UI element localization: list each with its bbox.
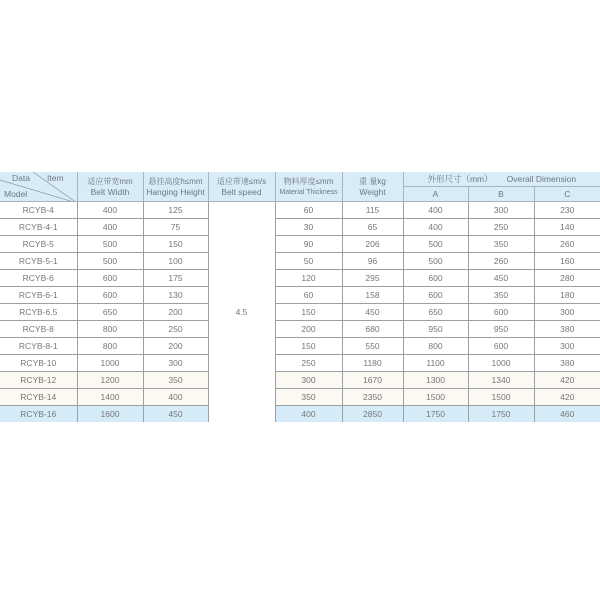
cell-b: 1500: [468, 389, 534, 406]
cell-model: RCYB-6-1: [0, 287, 77, 304]
cell-model: RCYB-5-1: [0, 253, 77, 270]
cell-weight: 295: [342, 270, 403, 287]
cell-model: RCYB-14: [0, 389, 77, 406]
table-row: [0, 253, 600, 270]
header-material-thickness: 物料厚度≤mm Material Thickness: [275, 172, 342, 202]
cell-a: 1500: [403, 389, 468, 406]
cell-belt-width: 400: [77, 219, 143, 236]
table-row: [0, 236, 600, 253]
cell-weight: 158: [342, 287, 403, 304]
cell-belt-width: 1200: [77, 372, 143, 389]
cell-belt-width: 500: [77, 236, 143, 253]
cell-belt-width: 600: [77, 270, 143, 287]
cell-weight: 115: [342, 202, 403, 219]
cell-a: 500: [403, 236, 468, 253]
cell-c: 160: [534, 253, 600, 270]
cell-belt-width: 800: [77, 321, 143, 338]
cell-a: 1300: [403, 372, 468, 389]
cell-weight: 1180: [342, 355, 403, 372]
table-row: [0, 389, 600, 406]
cell-weight: 450: [342, 304, 403, 321]
table-row: [0, 338, 600, 355]
header-belt-speed: 适应带速≤m/s Belt speed: [208, 172, 275, 202]
header-dim-b: B: [468, 187, 534, 202]
cell-hanging-height: 200: [143, 304, 208, 321]
cell-c: 180: [534, 287, 600, 304]
corner-model-label: Model: [4, 189, 28, 199]
cell-material-thickness: 90: [275, 236, 342, 253]
table-row: [0, 355, 600, 372]
table-row: [0, 287, 600, 304]
cell-material-thickness: 200: [275, 321, 342, 338]
cell-hanging-height: 75: [143, 219, 208, 236]
cell-hanging-height: 300: [143, 355, 208, 372]
header-weight: 重 量kg Weight: [342, 172, 403, 202]
cell-weight: 680: [342, 321, 403, 338]
cell-a: 400: [403, 219, 468, 236]
cell-c: 140: [534, 219, 600, 236]
cell-material-thickness: 250: [275, 355, 342, 372]
cell-belt-width: 1400: [77, 389, 143, 406]
header-dim-c: C: [534, 187, 600, 202]
cell-b: 450: [468, 270, 534, 287]
cell-hanging-height: 125: [143, 202, 208, 219]
cell-material-thickness: 350: [275, 389, 342, 406]
cell-b: 260: [468, 253, 534, 270]
table-row: [0, 321, 600, 338]
cell-belt-width: 1000: [77, 355, 143, 372]
cell-belt-speed: 4.5: [208, 202, 275, 423]
cell-weight: 550: [342, 338, 403, 355]
cell-c: 380: [534, 321, 600, 338]
cell-belt-width: 650: [77, 304, 143, 321]
cell-c: 460: [534, 406, 600, 423]
cell-b: 350: [468, 236, 534, 253]
cell-model: RCYB-8-1: [0, 338, 77, 355]
cell-material-thickness: 30: [275, 219, 342, 236]
cell-material-thickness: 400: [275, 406, 342, 423]
cell-material-thickness: 150: [275, 304, 342, 321]
cell-a: 1750: [403, 406, 468, 423]
spec-table-body: [0, 202, 600, 423]
cell-material-thickness: 120: [275, 270, 342, 287]
cell-hanging-height: 250: [143, 321, 208, 338]
header-hanging-height: 悬挂高度h≤mm Hanging Height: [143, 172, 208, 202]
cell-belt-width: 500: [77, 253, 143, 270]
cell-b: 1340: [468, 372, 534, 389]
cell-model: RCYB-6: [0, 270, 77, 287]
spec-table: [0, 172, 600, 422]
cell-c: 300: [534, 304, 600, 321]
cell-hanging-height: 130: [143, 287, 208, 304]
table-row: [0, 372, 600, 389]
cell-a: 800: [403, 338, 468, 355]
corner-header: [0, 172, 77, 202]
cell-material-thickness: 60: [275, 202, 342, 219]
cell-weight: 1670: [342, 372, 403, 389]
cell-hanging-height: 150: [143, 236, 208, 253]
cell-b: 1750: [468, 406, 534, 423]
cell-b: 350: [468, 287, 534, 304]
cell-model: RCYB-10: [0, 355, 77, 372]
table-row: [0, 270, 600, 287]
cell-c: 280: [534, 270, 600, 287]
cell-belt-width: 1600: [77, 406, 143, 423]
cell-c: 380: [534, 355, 600, 372]
cell-material-thickness: 150: [275, 338, 342, 355]
cell-c: 300: [534, 338, 600, 355]
cell-belt-width: 400: [77, 202, 143, 219]
cell-model: RCYB-4-1: [0, 219, 77, 236]
cell-weight: 2850: [342, 406, 403, 423]
cell-b: 1000: [468, 355, 534, 372]
cell-hanging-height: 100: [143, 253, 208, 270]
table-row: [0, 304, 600, 321]
corner-item-label: Item: [47, 173, 64, 183]
cell-material-thickness: 300: [275, 372, 342, 389]
cell-hanging-height: 450: [143, 406, 208, 423]
cell-model: RCYB-4: [0, 202, 77, 219]
table-row: [0, 406, 600, 423]
cell-a: 600: [403, 287, 468, 304]
cell-hanging-height: 175: [143, 270, 208, 287]
cell-hanging-height: 400: [143, 389, 208, 406]
cell-model: RCYB-12: [0, 372, 77, 389]
cell-weight: 2350: [342, 389, 403, 406]
cell-hanging-height: 200: [143, 338, 208, 355]
cell-model: RCYB-5: [0, 236, 77, 253]
cell-weight: 65: [342, 219, 403, 236]
cell-b: 600: [468, 338, 534, 355]
header-overall-dimension: 外形尺寸（mm） Overall Dimension: [403, 172, 600, 187]
header-belt-width: 适应带宽mm Belt Width: [77, 172, 143, 202]
cell-a: 500: [403, 253, 468, 270]
corner-data-label: Data: [12, 173, 30, 183]
cell-model: RCYB-6.5: [0, 304, 77, 321]
cell-a: 600: [403, 270, 468, 287]
cell-a: 400: [403, 202, 468, 219]
cell-a: 1100: [403, 355, 468, 372]
cell-c: 230: [534, 202, 600, 219]
cell-weight: 96: [342, 253, 403, 270]
header-dim-a: A: [403, 187, 468, 202]
cell-material-thickness: 60: [275, 287, 342, 304]
table-row: [0, 219, 600, 236]
cell-model: RCYB-16: [0, 406, 77, 423]
cell-belt-width: 600: [77, 287, 143, 304]
cell-a: 650: [403, 304, 468, 321]
cell-b: 950: [468, 321, 534, 338]
cell-c: 420: [534, 372, 600, 389]
cell-a: 950: [403, 321, 468, 338]
cell-weight: 206: [342, 236, 403, 253]
cell-material-thickness: 50: [275, 253, 342, 270]
spec-table-container: [0, 172, 600, 422]
cell-b: 600: [468, 304, 534, 321]
cell-hanging-height: 350: [143, 372, 208, 389]
cell-model: RCYB-8: [0, 321, 77, 338]
cell-c: 260: [534, 236, 600, 253]
cell-belt-width: 800: [77, 338, 143, 355]
cell-b: 300: [468, 202, 534, 219]
table-row: [0, 202, 600, 219]
cell-b: 250: [468, 219, 534, 236]
cell-c: 420: [534, 389, 600, 406]
